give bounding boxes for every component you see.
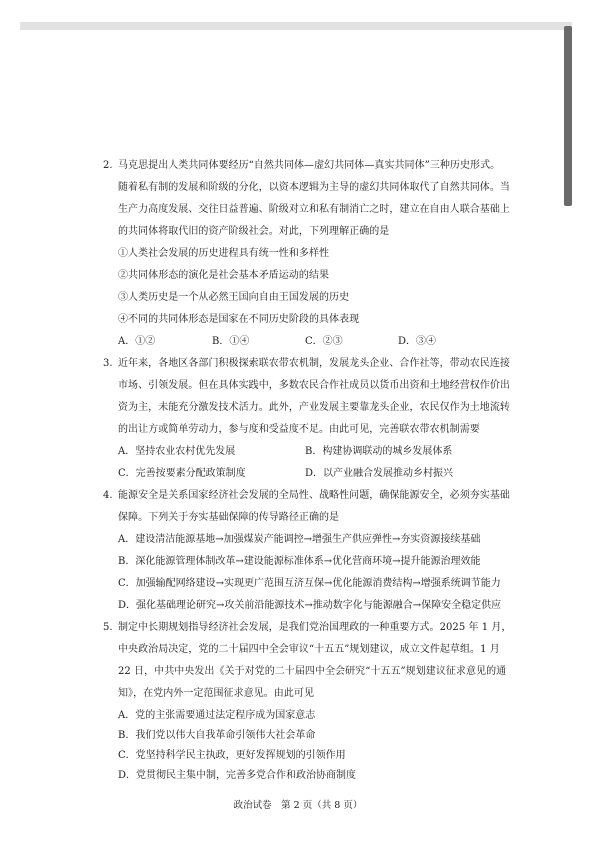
question-stem-line: 近年来，各地区各部门积极探索联农带农机制，发展龙头企业、合作社等，带动农民连接: [118, 358, 510, 369]
option-c: C．②③: [305, 336, 343, 347]
question-stem-line: 中央政治局决定，党的二十届四中全会审议“十五五”规划建议，成立文件起草组。1 月: [118, 644, 500, 655]
option-a: A．坚持农业农村优先发展: [118, 446, 236, 457]
question-stem-line: 制定中长期规划指导经济社会发展，是我们党治国理政的一种重要方式。2025 年 1 月，: [118, 622, 512, 633]
statement-item: ③人类历史是一个从必然王国向自由王国发展的历史: [118, 292, 350, 303]
question-number: 2.: [103, 160, 113, 171]
question-stem-line: 的出让方或简单劳动力，参与度和受益度不足。由此可见，完善联农带农机制需要: [118, 424, 480, 435]
question-number: 4.: [103, 490, 113, 501]
question-number: 3.: [103, 358, 113, 369]
option-b: B．深化能源管理体制改革→建设能源标准体系→优化营商环境→提升能源治理效能: [118, 556, 481, 567]
question-stem-line: 知》，在党内外一定范围征求意见。由此可见: [118, 688, 314, 699]
option-d: D．以产业融合发展推动乡村振兴: [305, 468, 454, 479]
option-c: C．加强输配网络建设→实现更广范围互济互保→优化能源消费结构→增强系统调节能力: [118, 578, 501, 589]
question-stem-line: 资为主，未能充分激发技术活力。此外，产业发展主要靠龙头企业，农民仅作为土地流转: [118, 402, 510, 413]
question-number: 5.: [103, 622, 113, 633]
option-d: D．党贯彻民主集中制，完善多党合作和政治协商制度: [118, 770, 357, 781]
option-b: B．①④: [212, 336, 250, 347]
question-stem-line: 22 日，中共中央发出《关于对党的二十届四中全会研究“十五五”规划建议征求意见的通: [118, 666, 507, 677]
question-stem-line: 市场、引领发展。但在具体实践中，多数农民合作社成员以货币出资和土地经营权作价出: [118, 380, 510, 391]
option-a: A．①②: [118, 336, 156, 347]
option-d: D．强化基础理论研究→攻关前沿能源技术→推动数字化与能源融合→保障安全稳定供应: [118, 600, 502, 611]
top-toolbar-strip: [20, 22, 572, 30]
option-a: A．建设清洁能源基地→加强煤炭产能调控→增强生产供应弹性→夯实资源接续基础: [118, 534, 481, 545]
question-stem-line: 保障。下列关于夯实基础保障的传导路径正确的是: [118, 512, 340, 523]
option-b: B．构建协调联动的城乡发展体系: [305, 446, 453, 457]
question-stem-line: 生产力高度发展、交往日益普遍、阶级对立和私有制消亡之时，建立在自由人联合基础上: [118, 204, 510, 215]
option-c: C．完善按要素分配政策制度: [118, 468, 246, 479]
option-c: C．党坚持科学民主执政，更好发挥规划的引领作用: [118, 750, 346, 761]
statement-item: ①人类社会发展的历史进程具有统一性和多样性: [118, 248, 330, 259]
scrollbar-thumb[interactable]: [564, 26, 572, 206]
option-b: B．我们党以伟大自我革命引领伟大社会革命: [118, 730, 316, 741]
question-stem-line: 随着私有制的发展和阶级的分化，以资本逻辑为主导的虚幻共同体取代了自然共同体。当: [118, 182, 510, 193]
option-d: D．③④: [398, 336, 437, 347]
question-stem-line: 马克思提出人类共同体要经历“自然共同体—虚幻共同体—真实共同体”三种历史形式。: [118, 160, 501, 171]
option-a: A．党的主张需要通过法定程序成为国家意志: [118, 710, 316, 721]
question-stem-line: 能源安全是关系国家经济社会发展的全局性、战略性问题，确保能源安全，必须夯实基础: [118, 490, 510, 501]
page-footer: 政治试卷 第 2 页（共 8 页）: [233, 800, 363, 811]
question-stem-line: 的共同体将取代旧的资产阶级社会。对此，下列理解正确的是: [118, 226, 390, 237]
statement-item: ②共同体形态的演化是社会基本矛盾运动的结果: [118, 270, 330, 281]
statement-item: ④不同的共同体形态是国家在不同历史阶段的具体表现: [118, 314, 360, 325]
